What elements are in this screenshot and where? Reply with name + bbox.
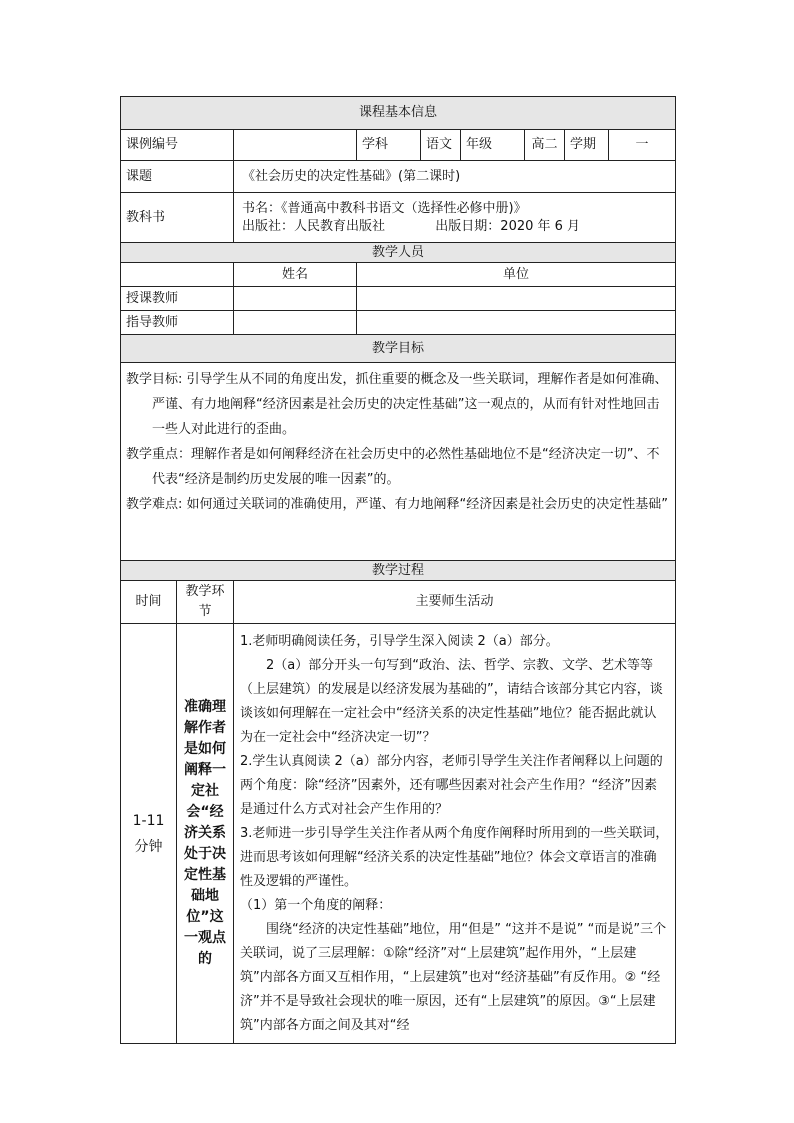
lesson-info-table [120, 96, 676, 1044]
book-name: 书名：《普通高中教科书语文（选择性必修中册)》 [242, 200, 527, 216]
unit-column-header: 单位 [357, 263, 676, 287]
subject-value: 语文 [421, 130, 461, 161]
activity-analysis: 围绕“经济的决定性基础”地位，用“但是” “这并不是说” “而是说”三个关联词，说了三层理解：①除“经济”对“上层建筑”起作用外，“上层建筑”内部各方面又互相作用，“上层建筑”也对“经济基础”有反作用。② “经济”并不是导致社会现状的唯一原因，还有“上层建筑”的原因。③“上层建筑”内部各方面之间及其对“经 [240, 922, 667, 1033]
staff-blank-cell [121, 263, 234, 287]
goals-header: 教学目标 [121, 335, 676, 363]
lesson-document [120, 96, 675, 1044]
activity-content [234, 624, 676, 1044]
term-value: 一 [609, 130, 676, 161]
name-column-header: 姓名 [234, 263, 357, 287]
textbook-details [234, 193, 676, 243]
activity-question: 2（a）部分开头一句写到“政治、法、哲学、宗教、文学、艺术等等（上层建筑）的发展是以经济发展为基础的”，请结合该部分其它内容，谈谈该如何理解在一定社会中“经济关系的决定性基础”地位？能否据此就认为在一定社会中“经济决定一切”？ [240, 658, 663, 745]
process-header: 教学过程 [121, 561, 676, 581]
goals-content [121, 363, 676, 561]
stage-value: 准确理解作者是如何阐释一定社会“经济关系处于决定性基础地位”这一观点的 [177, 624, 234, 1044]
activity-step-3: 3.老师进一步引导学生关注作者从两个角度作阐释时所用到的一些关联词，进而思考该如何理解“经济关系的决定性基础”地位？体会文章语言的准确性及逻辑的严谨性。 [240, 826, 669, 889]
grade-value: 高二 [525, 130, 565, 161]
topic-label: 课题 [121, 161, 234, 193]
activity-step-1: 1.老师明确阅读任务，引导学生深入阅读 2（a）部分。 [240, 634, 559, 649]
publisher-line [242, 218, 670, 236]
activity-step-2: 2.学生认真阅读 2（a）部分内容，老师引导学生关注作者阐释以上问题的两个角度：除“经济”因素外，还有哪些因素对社会产生作用？“经济”因素是通过什么方式对社会产生作用的？ [240, 754, 663, 817]
case-id-value [234, 130, 357, 161]
teaching-difficulty: 教学难点: 如何通过关联词的准确使用，严谨、有力地阐释“经济因素是社会历史的决定性基础” [126, 497, 668, 512]
time-column-header: 时间 [121, 581, 177, 624]
term-label: 学期 [565, 130, 609, 161]
case-id-label: 课例编号 [121, 130, 234, 161]
teacher-name [234, 287, 357, 311]
teaching-key-point: 教学重点：理解作者是如何阐释经济在社会历史中的必然性基础地位不是“经济决定一切”、不代表“经济是制约历史发展的唯一因素”的。 [126, 447, 660, 487]
topic-value: 《社会历史的决定性基础》(第二课时) [234, 161, 676, 193]
advisor-name [234, 311, 357, 335]
grade-label: 年级 [461, 130, 525, 161]
teacher-unit [357, 287, 676, 311]
subject-label: 学科 [357, 130, 421, 161]
teacher-label: 授课教师 [121, 287, 234, 311]
staff-header: 教学人员 [121, 243, 676, 263]
publisher: 出版社：人民教育出版社 [242, 218, 386, 234]
activity-column-header: 主要师生活动 [234, 581, 676, 624]
activity-subheading: （1）第一个角度的阐释： [240, 898, 392, 913]
publication-date: 出版日期：2020 年 6 月 [435, 218, 581, 234]
time-value: 1-11 分钟 [121, 624, 177, 1044]
course-info-header: 课程基本信息 [121, 97, 676, 130]
textbook-label: 教科书 [121, 193, 234, 243]
stage-column-header: 教学环节 [177, 581, 234, 624]
teaching-objective: 教学目标: 引导学生从不同的角度出发，抓住重要的概念及一些关联词，理解作者是如何准确、严谨、有力地阐释“经济因素是社会历史的决定性基础”这一观点的，从而有针对性地回击一些人对此进行的歪曲。 [126, 372, 668, 437]
advisor-label: 指导教师 [121, 311, 234, 335]
advisor-unit [357, 311, 676, 335]
